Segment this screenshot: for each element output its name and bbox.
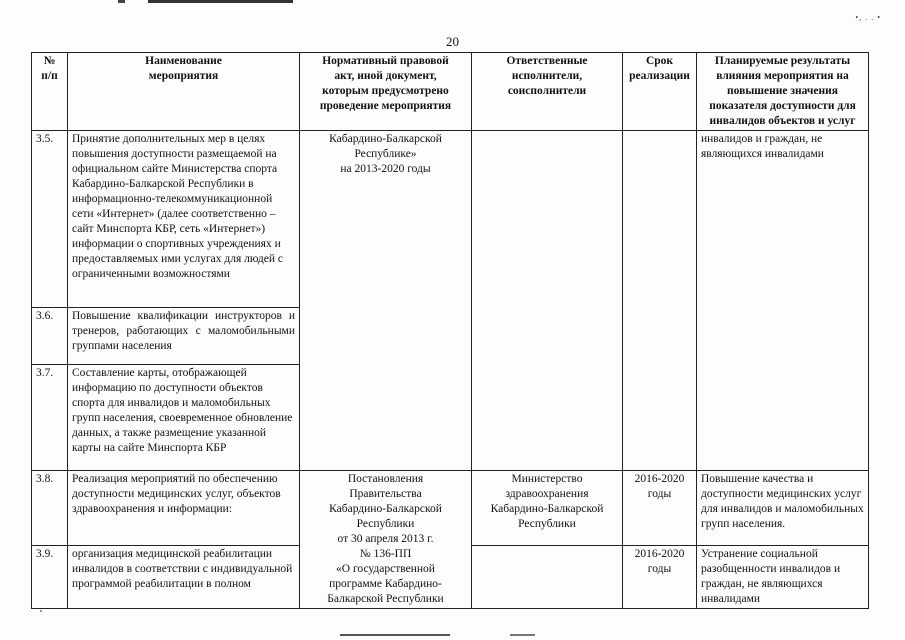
- row-results: Повышение качества и доступности медицинских услуг для инвалидов и маломобильных групп населения.: [697, 471, 869, 546]
- corner-marks: •, . . •: [855, 13, 881, 22]
- table-row: [32, 471, 869, 546]
- header-executors: Ответственные исполнители, соисполнители: [472, 53, 623, 131]
- row-name: Составление карты, отображающей информацию по доступности объектов спорта для инвалидов и маломобильных групп населения, своевременное обновление данных, а также размещение указанной карты на сайте Минспорта КБР: [68, 365, 300, 471]
- row-term: [623, 131, 697, 471]
- row-term: 2016-2020 годы: [623, 545, 697, 608]
- scan-artifact-dot: [40, 610, 42, 612]
- row-num: 3.8.: [32, 471, 68, 546]
- row-name: Реализация мероприятий по обеспечению доступности медицинских услуг, объектов здравоохранения и информации:: [68, 471, 300, 546]
- row-num: 3.9.: [32, 545, 68, 608]
- measures-table: [31, 52, 869, 609]
- header-act: Нормативный правовой акт, иной документ, которым предусмотрено проведение мероприятия: [300, 53, 472, 131]
- row-results: инвалидов и граждан, не являющихся инвалидами: [697, 131, 869, 471]
- scan-artifact-line: [148, 0, 293, 3]
- row-num: 3.6.: [32, 308, 68, 365]
- scan-artifact-line-bottom-2: [510, 634, 535, 636]
- row-name: Принятие дополнительных мер в целях повышения доступности размещаемой на официальном сайте Министерства спорта Кабардино-Балкарской Республики в информационно-телекоммуникационной сети «Интернет» (далее соответственно – сайт Минспорта КБР, сеть «Интернет») информации о спортивных учреждениях и предоставляемых ими услугах для людей с ограниченными возможностями: [68, 131, 300, 308]
- row-name: организация медицинской реабилитации инвалидов в соответствии с индивидуальной программой реабилитации в полном: [68, 545, 300, 608]
- row-num: 3.5.: [32, 131, 68, 308]
- row-term: 2016-2020 годы: [623, 471, 697, 546]
- row-executors: [472, 545, 623, 608]
- page-number: 20: [446, 34, 459, 49]
- row-results: Устранение социальной разобщенности инвалидов и граждан, не являющихся инвалидами: [697, 545, 869, 608]
- scan-artifact-tick: [118, 0, 125, 3]
- header-term: Срок реализации: [623, 53, 697, 131]
- header-results: Планируемые результаты влияния мероприятия на повышение значения показателя доступности для инвалидов объектов и услуг: [697, 53, 869, 131]
- row-act: Постановления Правительства Кабардино-Балкарской Республики от 30 апреля 2013 г. № 136-ПП «О государственной программе Кабардино- Балкарской Республики: [300, 471, 472, 609]
- row-executors: Министерство здравоохранения Кабардино-Балкарской Республики: [472, 471, 623, 546]
- row-act: Кабардино-Балкарской Республике» на 2013-2020 годы: [300, 131, 472, 471]
- row-num: 3.7.: [32, 365, 68, 471]
- row-name: Повышение квалификации инструкторов и тренеров, работающих с маломобильными группами населения: [68, 308, 300, 365]
- scan-artifact-line-bottom: [340, 634, 450, 636]
- header-num: № п/п: [32, 53, 68, 131]
- table-row: [32, 131, 869, 308]
- table-header-row: [32, 53, 869, 131]
- row-executors: [472, 131, 623, 471]
- header-name: Наименование мероприятия: [68, 53, 300, 131]
